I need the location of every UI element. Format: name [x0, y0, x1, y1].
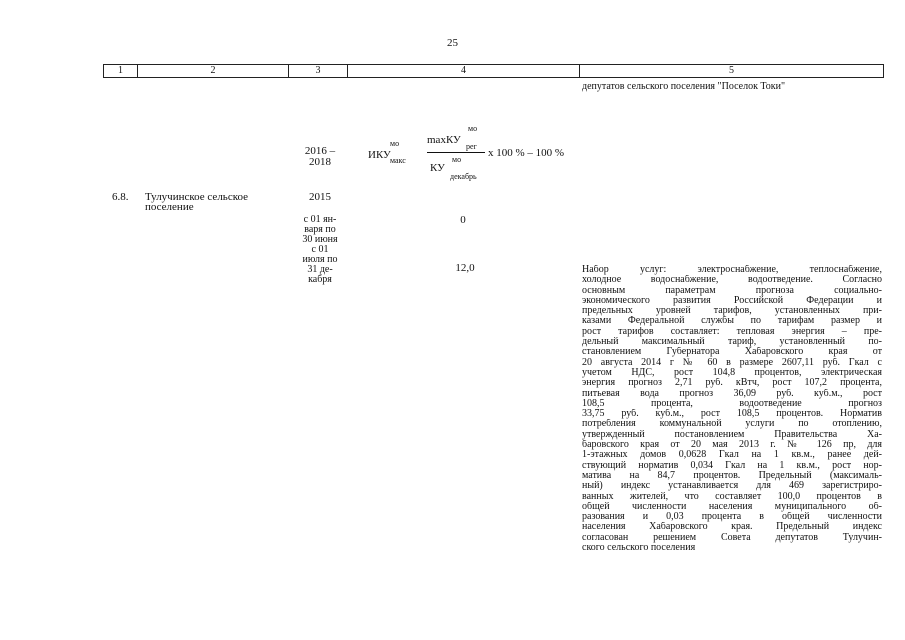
formula-lhs-sup: мо [390, 139, 400, 148]
description-line: 108,5 процента, водоотведение прогноз [582, 398, 882, 409]
description-line: разования и 0,03 процента в общей численности [582, 512, 882, 523]
column-header-3: 3 [289, 65, 348, 78]
index-formula [368, 122, 578, 182]
formula-tail: x 100 % – 100 % [488, 147, 565, 159]
description-line: дельный максимальный тариф, установленный по- [582, 337, 882, 348]
description-line: рост тарифов составляет: тепловая энергия – пре- [582, 326, 882, 337]
column-header-2: 2 [138, 65, 289, 78]
description-line: потребления коммунальной услуги по отоплению, [582, 419, 882, 430]
description-line: учетом НДС, рост 104,8 процентов, электрическая [582, 367, 882, 378]
formula-denominator-sub: декабрь [450, 172, 477, 181]
period-first-half: с 01 ян- варя по 30 июня [302, 214, 338, 245]
period-second-half: с 01 июля по 31 де- кабря [302, 244, 338, 285]
description-line: утвержденный постановлением Правительства Ха- [582, 429, 882, 440]
description-line: 20 августа 2014 г № 60 в размере 2607,11 руб. Гкал с [582, 357, 882, 368]
description-line: холодное водоснабжение, водоотведение. Согласно [582, 275, 882, 286]
description-line: ный) индекс устанавливается для 469 зарегистриро- [582, 481, 882, 492]
description-line: питьевая вода прогноз 36,09 руб. куб.м., рост [582, 388, 882, 399]
description-line: ствующий норматив 0,034 Гкал на 1 кв.м., рост нор- [582, 460, 882, 471]
formula-denominator-sup: мо [452, 155, 462, 164]
period-2016-2018: 2016 – 2018 [304, 145, 336, 168]
description-line: 1-этажных домов 0,0628 Гкал на 1 кв.м., ранее дей- [582, 450, 882, 461]
formula-numerator-sub: рег [466, 142, 477, 151]
formula-lhs-sub: макс [390, 156, 406, 165]
description-line: 33,75 руб. куб.м., рост 108,5 процентов. Норматив [582, 409, 882, 420]
index-value-first: 0 [460, 214, 466, 226]
page-number: 25 [447, 37, 458, 49]
formula-lhs: ИКУ [368, 149, 391, 161]
description-line: матива на 84,7 процентов. Предельный (максималь- [582, 470, 882, 481]
formula-numerator-sup: мо [468, 124, 478, 133]
index-value-second: 12,0 [455, 262, 475, 274]
description-line: предельных уровней тарифов, установленных при- [582, 306, 882, 317]
services-description [582, 265, 882, 553]
formula-numerator: maxКУ [427, 134, 461, 146]
column-header-row [103, 64, 884, 78]
description-line: баровского края от 20 мая 2013 г. № 126 пр, для [582, 440, 882, 451]
formula-denominator: КУ [430, 162, 445, 174]
description-line: основным параметрам прогноза социально- [582, 285, 882, 296]
description-line: населения Хабаровского края. Предельный индекс [582, 522, 882, 533]
description-line: согласован решением Совета депутатов Тулучин- [582, 532, 882, 543]
description-line: экономического развития Российской Федерации и [582, 295, 882, 306]
description-line: ванных жителей, что составляет 100,0 процентов в [582, 491, 882, 502]
description-line: казами Федеральной службы по тарифам размер и [582, 316, 882, 327]
column-header-1: 1 [104, 65, 138, 78]
entry-number: 6.8. [112, 191, 129, 203]
settlement-name: Тулучинское сельское поселение [145, 191, 249, 213]
column-header-4: 4 [348, 65, 580, 78]
description-line: общей численности населения муниципального об- [582, 501, 882, 512]
description-line: энергия прогноз 2,71 руб. кВтч, рост 107,2 процента, [582, 378, 882, 389]
entry-year: 2015 [309, 191, 331, 203]
description-line: становлением Губернатора Хабаровского края от [582, 347, 882, 358]
fraction-line [427, 152, 485, 153]
description-line: ского сельского поселения [582, 543, 696, 554]
continued-description: депутатов сельского поселения "Поселок Токи" [582, 81, 786, 92]
column-header-5: 5 [580, 65, 884, 78]
description-line: Набор услуг: электроснабжение, теплоснабжение, [582, 265, 882, 275]
